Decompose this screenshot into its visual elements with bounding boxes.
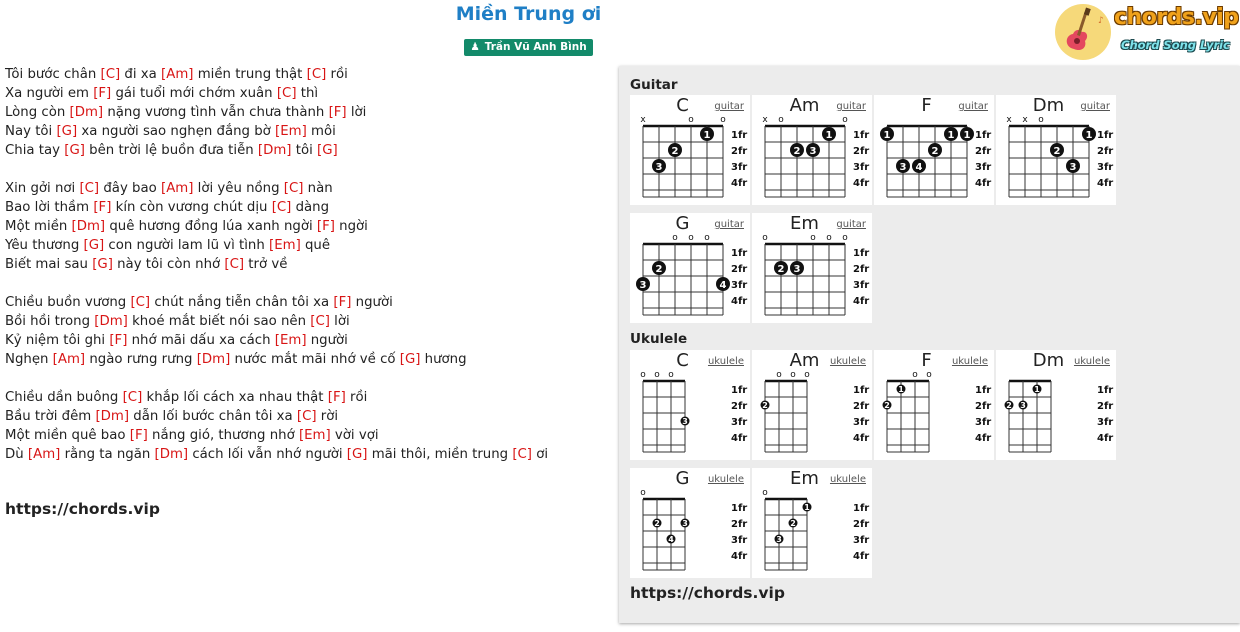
chord-diagram (752, 350, 872, 460)
open-string-marker: o (762, 233, 768, 243)
chord-name: Am (789, 95, 820, 116)
guitar-chord-f[interactable] (874, 95, 994, 205)
chord-tag[interactable]: [C] (512, 447, 532, 462)
fret-label: 4fr (731, 433, 748, 444)
lyric-text: nước mắt mãi nhớ về cố (230, 352, 400, 367)
muted-string-marker: x (762, 115, 768, 125)
chord-diagram (752, 213, 872, 323)
finger-number: 4 (668, 535, 674, 544)
chord-name: C (676, 350, 689, 371)
chord-name: Em (790, 213, 819, 234)
finger-number: 1 (1085, 130, 1093, 141)
chord-tag[interactable]: [F] (93, 86, 112, 101)
guitar-chord-c[interactable] (630, 95, 750, 205)
fret-label: 3fr (731, 535, 748, 546)
finger-number: 1 (947, 130, 955, 141)
instrument-link[interactable]: guitar (714, 219, 744, 230)
fret-label: 4fr (1097, 178, 1114, 189)
open-string-marker: o (688, 233, 694, 243)
finger-number: 2 (790, 519, 796, 528)
chord-name: Dm (1032, 95, 1065, 116)
lyric-text: Chiều dần buông (5, 390, 123, 405)
fret-label: 2fr (1097, 146, 1114, 157)
open-string-marker: o (762, 488, 768, 498)
fret-label: 3fr (853, 417, 870, 428)
open-string-marker: o (720, 115, 726, 125)
chord-diagram (996, 350, 1116, 460)
open-string-marker: o (1038, 115, 1044, 125)
fret-label: 3fr (975, 162, 992, 173)
finger-number: 3 (1020, 401, 1026, 410)
lyric-line (5, 198, 605, 217)
finger-number: 1 (825, 130, 833, 141)
fret-label: 1fr (731, 385, 748, 396)
instrument-link[interactable]: ukulele (829, 356, 866, 367)
fret-label: 4fr (731, 296, 748, 307)
lyric-text: xa người sao nghẹn đắng bờ (77, 124, 276, 139)
lyric-text: khoé mắt biết nói sao nên (127, 314, 311, 329)
finger-number: 3 (809, 146, 817, 157)
instrument-link[interactable]: guitar (958, 101, 988, 112)
svg-text:♪: ♪ (1098, 16, 1104, 26)
logo-text: chords.vip (1114, 5, 1239, 30)
chord-diagram (630, 95, 750, 205)
lyric-text: mãi thôi, miền trung (367, 447, 513, 462)
chord-diagram (996, 95, 1116, 205)
ukulele-section-title: Ukulele (630, 331, 688, 347)
fret-label: 2fr (975, 401, 992, 412)
fret-label: 2fr (731, 519, 748, 530)
lyric-text: nắng gió, thương nhớ (147, 428, 299, 443)
instrument-link[interactable]: guitar (714, 101, 744, 112)
open-string-marker: o (640, 370, 646, 380)
lyric-text: rằng ta ngăn (60, 447, 155, 462)
fret-label: 2fr (731, 401, 748, 412)
lyric-text: Tôi bước chân (5, 67, 101, 82)
fret-label: 1fr (1097, 130, 1114, 141)
lyric-text: ngời (334, 219, 368, 234)
finger-number: 3 (793, 264, 801, 275)
lyric-text: Dù (5, 447, 28, 462)
finger-number: 2 (777, 264, 785, 275)
chord-tag[interactable]: [G] (317, 143, 338, 158)
chord-tag[interactable]: [Am] (161, 67, 194, 82)
instrument-link[interactable]: ukulele (707, 474, 744, 485)
fret-label: 4fr (853, 433, 870, 444)
chord-tag[interactable]: [C] (310, 314, 330, 329)
lyric-text: môi (306, 124, 336, 139)
fret-label: 2fr (853, 146, 870, 157)
lyric-text: Chia tay (5, 143, 65, 158)
lyric-text: Bao lời thầm (5, 200, 94, 215)
lyric-line (5, 312, 605, 331)
chord-name: G (675, 468, 690, 489)
guitar-chord-am[interactable] (752, 95, 872, 205)
lyric-text: nhớ mãi dấu xa cách (127, 333, 275, 348)
lyric-text: Nghẹn (5, 352, 53, 367)
finger-number: 2 (671, 146, 679, 157)
chord-tag[interactable]: [C] (79, 181, 100, 196)
chord-tag[interactable]: [G] (346, 447, 368, 462)
chord-tag[interactable]: [C] (296, 409, 317, 424)
chord-diagram (874, 350, 994, 460)
chord-tag[interactable]: [Dm] (69, 105, 104, 120)
fret-label: 2fr (1097, 401, 1114, 412)
lyrics-block (5, 65, 605, 464)
author-wrap (0, 35, 1057, 56)
fret-label: 2fr (853, 401, 870, 412)
open-string-marker: o (912, 370, 918, 380)
lyric-spacer (5, 369, 605, 388)
chord-diagram (752, 468, 872, 578)
lyric-text: kín còn vương chút dịu (111, 200, 272, 215)
open-string-marker: o (790, 370, 796, 380)
chord-tag[interactable]: [Am] (27, 447, 61, 462)
lyric-line (5, 331, 605, 350)
lyric-text: người (351, 295, 393, 310)
open-string-marker: o (668, 370, 674, 380)
fret-label: 2fr (731, 146, 748, 157)
lyric-text: đi xa (120, 67, 162, 82)
finger-number: 2 (762, 401, 768, 410)
chord-tag[interactable]: [F] (129, 428, 148, 443)
chord-diagram (874, 95, 994, 205)
chord-tag[interactable]: [Dm] (196, 352, 231, 367)
open-string-marker: o (688, 115, 694, 125)
chord-tag[interactable]: [F] (93, 200, 112, 215)
lyric-line (5, 236, 605, 255)
finger-number: 2 (655, 264, 663, 275)
lyric-text: Một miền (5, 219, 72, 234)
fret-label: 4fr (975, 178, 992, 189)
fret-label: 1fr (853, 130, 870, 141)
finger-number: 3 (899, 162, 907, 173)
chord-tag[interactable]: [Dm] (154, 447, 189, 462)
open-string-marker: o (776, 370, 782, 380)
site-url-left[interactable]: https://chords.vip (5, 500, 160, 518)
lyric-text: người (306, 333, 348, 348)
fret-label: 1fr (1097, 385, 1114, 396)
instrument-link[interactable]: ukulele (707, 356, 744, 367)
fret-label: 3fr (1097, 417, 1114, 428)
lyric-line (5, 388, 605, 407)
guitar-chord-em[interactable] (752, 213, 872, 323)
lyric-text: thì (296, 86, 319, 101)
chord-tag[interactable]: [C] (306, 67, 327, 82)
fret-label: 2fr (853, 264, 870, 275)
lyric-line (5, 217, 605, 236)
lyric-text: lời (329, 314, 350, 329)
finger-number: 3 (639, 280, 647, 291)
chord-name: Dm (1032, 350, 1065, 371)
lyric-line (5, 141, 605, 160)
lyric-text: khắp lối cách xa nhau thật (142, 390, 328, 405)
finger-number: 2 (931, 146, 939, 157)
chord-tag[interactable]: [C] (283, 181, 304, 196)
finger-number: 3 (776, 535, 782, 544)
chord-tag[interactable]: [C] (271, 200, 292, 215)
open-string-marker: o (804, 370, 810, 380)
fret-label: 3fr (853, 162, 870, 173)
finger-number: 2 (654, 519, 660, 528)
chord-tag[interactable]: [F] (109, 333, 128, 348)
fret-label: 3fr (731, 162, 748, 173)
finger-number: 1 (883, 130, 891, 141)
instrument-link[interactable]: guitar (836, 101, 866, 112)
lyric-text: quê (300, 238, 331, 253)
finger-number: 3 (682, 519, 688, 528)
fret-label: 4fr (731, 178, 748, 189)
chord-tag[interactable]: [Em] (274, 333, 307, 348)
open-string-marker: o (640, 488, 646, 498)
lyric-text: Nay tôi (5, 124, 57, 139)
ukulele-chord-c[interactable] (630, 350, 750, 460)
lyric-line (5, 179, 605, 198)
chord-name: G (675, 213, 690, 234)
open-string-marker: o (672, 233, 678, 243)
chord-name: F (921, 95, 932, 116)
site-url-right[interactable]: https://chords.vip (630, 584, 785, 602)
fret-label: 1fr (853, 503, 870, 514)
instrument-link[interactable]: guitar (1080, 101, 1110, 112)
lyric-text: lời yêu nồng (193, 181, 284, 196)
fret-label: 3fr (853, 280, 870, 291)
open-string-marker: o (926, 370, 932, 380)
finger-number: 1 (898, 385, 904, 394)
lyric-text: dẫn lối bước chân tôi xa (129, 409, 297, 424)
finger-number: 3 (655, 162, 663, 173)
lyric-line (5, 293, 605, 312)
chord-tag[interactable]: [Em] (298, 428, 331, 443)
chord-tag[interactable]: [G] (399, 352, 421, 367)
lyric-text: Yêu thương (5, 238, 84, 253)
chord-tag[interactable]: [F] (328, 105, 347, 120)
lyric-text: đây bao (99, 181, 161, 196)
site-logo[interactable] (1054, 3, 1239, 61)
lyric-spacer (5, 160, 605, 179)
muted-string-marker: x (640, 115, 646, 125)
lyric-line (5, 122, 605, 141)
chord-tag[interactable]: [C] (130, 295, 151, 310)
lyric-text: vời vợi (330, 428, 379, 443)
lyric-text: tôi (291, 143, 317, 158)
finger-number: 3 (682, 417, 688, 426)
chord-tag[interactable]: [Dm] (94, 314, 128, 329)
guitar-section-title: Guitar (630, 77, 678, 93)
muted-string-marker: x (1022, 115, 1028, 125)
chord-tag[interactable]: [Em] (275, 124, 307, 139)
chord-tag[interactable]: [C] (122, 390, 143, 405)
chord-tag[interactable]: [Dm] (95, 409, 130, 424)
finger-number: 4 (915, 162, 923, 173)
lyric-text: con người lam lũ vì tình (104, 238, 270, 253)
lyric-text: cách lối vẫn nhớ người (188, 447, 347, 462)
author-badge[interactable] (464, 39, 592, 56)
lyric-text: Chiều buồn vương (5, 295, 131, 310)
lyric-text: gái tuổi mới chớm xuân (111, 86, 277, 101)
lyric-text: Biết mai sau (5, 257, 93, 272)
chord-tag[interactable]: [Em] (269, 238, 301, 253)
lyric-line (5, 426, 605, 445)
song-title: Miền Trung ơi (455, 3, 602, 25)
finger-number: 2 (884, 401, 890, 410)
chord-tag[interactable]: [Am] (52, 352, 86, 367)
lyric-text: Kỷ niệm tôi ghi (5, 333, 110, 348)
lyric-text: ơi (532, 447, 549, 462)
fret-label: 3fr (731, 417, 748, 428)
lyric-text: rời (316, 409, 339, 424)
fret-label: 2fr (731, 264, 748, 275)
muted-string-marker: x (1006, 115, 1012, 125)
finger-number: 1 (804, 503, 810, 512)
finger-number: 2 (1006, 401, 1012, 410)
chord-name: Am (789, 350, 820, 371)
fret-label: 4fr (853, 178, 870, 189)
ukulele-chord-am[interactable] (752, 350, 872, 460)
lyric-line (5, 255, 605, 274)
lyric-text: Lòng còn (5, 105, 70, 120)
lyric-text: miền trung thật (193, 67, 307, 82)
chord-panel (619, 66, 1240, 623)
guitar-chord-g[interactable] (630, 213, 750, 323)
guitar-chord-dm[interactable] (996, 95, 1116, 205)
chord-diagram (752, 95, 872, 205)
fret-label: 4fr (853, 551, 870, 562)
open-string-marker: o (778, 115, 784, 125)
instrument-link[interactable]: ukulele (951, 356, 988, 367)
fret-label: 3fr (853, 535, 870, 546)
open-string-marker: o (810, 233, 816, 243)
chord-tag[interactable]: [F] (333, 295, 352, 310)
fret-label: 1fr (975, 385, 992, 396)
finger-number: 2 (1053, 146, 1061, 157)
fret-label: 4fr (975, 433, 992, 444)
lyric-text: Bầu trời đêm (5, 409, 96, 424)
fret-label: 1fr (731, 503, 748, 514)
lyric-line (5, 65, 605, 84)
chord-tag[interactable]: [F] (327, 390, 346, 405)
chord-tag[interactable]: [G] (56, 124, 78, 139)
author-name: Trần Vũ Anh Bình (484, 41, 587, 53)
fret-label: 4fr (853, 296, 870, 307)
lyric-text: rồi (326, 67, 348, 82)
fret-label: 1fr (731, 248, 748, 259)
chord-tag[interactable]: [G] (64, 143, 85, 158)
lyric-text: rồi (345, 390, 368, 405)
lyric-text: Bồi hồi trong (5, 314, 95, 329)
chord-tag[interactable]: [C] (224, 257, 245, 272)
fret-label: 1fr (731, 130, 748, 141)
instrument-link[interactable]: guitar (836, 219, 866, 230)
lyric-text: trở về (244, 257, 288, 272)
chord-tag[interactable]: [G] (83, 238, 105, 253)
person-icon: ♟ (470, 41, 480, 53)
fret-label: 2fr (853, 519, 870, 530)
chord-tag[interactable]: [C] (276, 86, 297, 101)
open-string-marker: o (842, 233, 848, 243)
fret-label: 1fr (853, 248, 870, 259)
lyric-text: Một miền quê bao (5, 428, 130, 443)
lyric-text: quê hương đồng lúa xanh ngời (105, 219, 317, 234)
fret-label: 3fr (1097, 162, 1114, 173)
chord-name: C (676, 95, 689, 116)
chord-tag[interactable]: [Dm] (257, 143, 292, 158)
ukulele-chord-f[interactable] (874, 350, 994, 460)
ukulele-chord-dm[interactable] (996, 350, 1116, 460)
chord-tag[interactable]: [F] (316, 219, 335, 234)
chord-name: Em (790, 468, 819, 489)
lyric-line (5, 407, 605, 426)
fret-label: 1fr (853, 385, 870, 396)
finger-number: 1 (703, 130, 711, 141)
lyric-text: nàn (303, 181, 333, 196)
chord-tag[interactable]: [G] (92, 257, 113, 272)
chord-diagram (630, 213, 750, 323)
fret-label: 4fr (1097, 433, 1114, 444)
chord-diagram (630, 468, 750, 578)
lyric-text: dàng (291, 200, 330, 215)
finger-number: 3 (1069, 162, 1077, 173)
lyric-text: bên trời lệ buồn đưa tiễn (84, 143, 258, 158)
ukulele-chord-g[interactable] (630, 468, 750, 578)
fret-label: 3fr (975, 417, 992, 428)
open-string-marker: o (842, 115, 848, 125)
guitar-logo-icon (1054, 3, 1114, 61)
chord-name: F (921, 350, 932, 371)
chord-tag[interactable]: [Am] (161, 181, 194, 196)
lyric-line (5, 103, 605, 122)
lyric-line (5, 350, 605, 369)
fret-label: 2fr (975, 146, 992, 157)
instrument-link[interactable]: ukulele (829, 474, 866, 485)
finger-number: 2 (793, 146, 801, 157)
lyric-text: hương (420, 352, 467, 367)
chord-tag[interactable]: [Dm] (71, 219, 106, 234)
finger-number: 1 (963, 130, 971, 141)
chord-diagram (630, 350, 750, 460)
lyric-text: ngào rưng rưng (85, 352, 197, 367)
lyric-line (5, 445, 605, 464)
finger-number: 4 (719, 280, 727, 291)
ukulele-chord-em[interactable] (752, 468, 872, 578)
logo-tagline: Chord Song Lyric (1121, 38, 1230, 52)
lyric-text: Xa người em (5, 86, 94, 101)
lyric-text: chút nắng tiễn chân tôi xa (150, 295, 334, 310)
finger-number: 1 (1034, 385, 1040, 394)
fret-label: 4fr (731, 551, 748, 562)
lyric-spacer (5, 274, 605, 293)
open-string-marker: o (704, 233, 710, 243)
fret-label: 3fr (731, 280, 748, 291)
instrument-link[interactable]: ukulele (1073, 356, 1110, 367)
open-string-marker: o (826, 233, 832, 243)
open-string-marker: o (654, 370, 660, 380)
lyric-text: lời (346, 105, 367, 120)
lyric-line (5, 84, 605, 103)
lyric-text: nặng vương tình vẫn chưa thành (103, 105, 329, 120)
chord-tag[interactable]: [C] (100, 67, 121, 82)
lyric-text: Xin gởi nơi (5, 181, 80, 196)
fret-label: 1fr (975, 130, 992, 141)
lyric-text: này tôi còn nhớ (112, 257, 225, 272)
